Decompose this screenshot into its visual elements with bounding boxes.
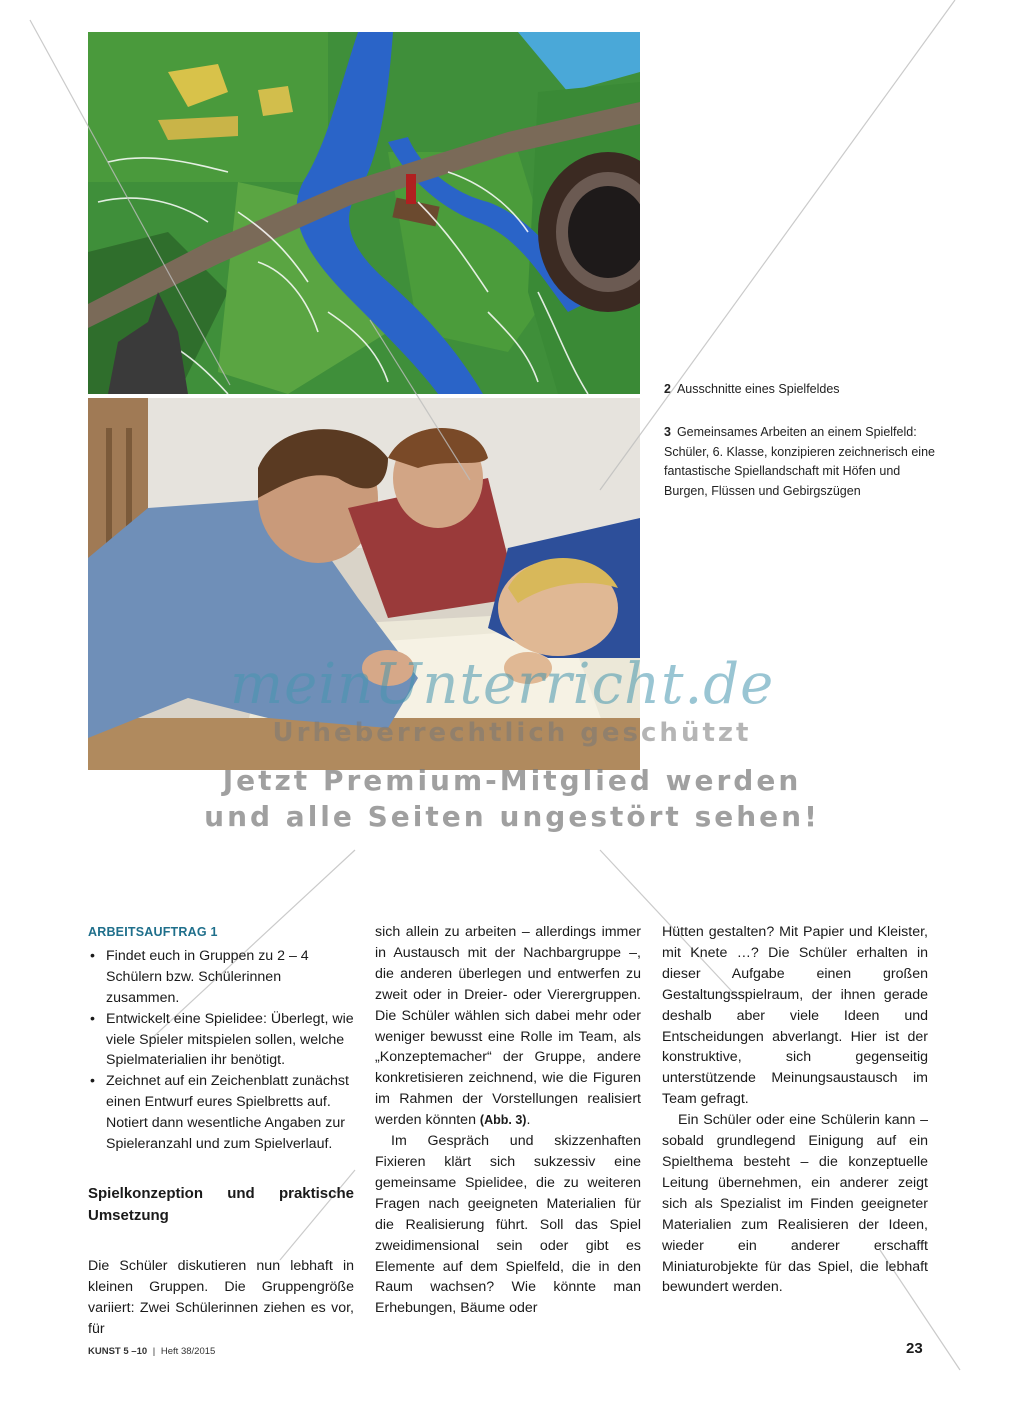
- figure-2-caption-text: Ausschnitte eines Spielfeldes: [676, 382, 840, 396]
- assignment-item: • Findet euch in Gruppen zu 2 – 4 Schülern bzw. Schülerinnen zusammen.: [88, 946, 354, 1009]
- figure-3-caption-text: Gemeinsames Arbeiten an einem Spielfeld: Schüler, 6. Klasse, konzipieren zeichnerisch eine fantastische Spiellandschaft mit Höfen und Burgen, Flüssen und Gebirgszügen: [664, 425, 935, 498]
- watermark-premium-line-1: Jetzt Premium-Mitglied werden: [222, 764, 802, 797]
- section-heading: Spielkonzeption und praktische Umsetzung: [88, 1184, 354, 1224]
- journal-issue: Heft 38/2015: [160, 1346, 216, 1357]
- watermark-premium-line-2: und alle Seiten ungestört sehen!: [204, 800, 820, 833]
- text-column-2: [375, 922, 641, 1319]
- paragraph-text: sich allein zu arbeiten – allerdings immer in Austausch mit der Nachbargruppe –, die anderen überlegen und entwerfen zu zweit oder in Dreier- oder Vierergruppen. Die Schüler wählen sich dabei mehr oder weniger bewusst eine Rolle im Team, als „Konzeptemacher“ der Gruppe, andere konkretisieren zeichnend, wie die Figuren im Rahmen der Vorstellungen realisiert werden könnten: [375, 924, 641, 1129]
- paragraph: Ein Schüler oder eine Schülerin kann – sobald grundlegend Einigung auf ein Spielthema besteht – die konzeptuelle Leitung übernehmen, ein anderer zeigt sich als Spezialist im Finden geeigneter Materialien zum Realisieren der Ideen, wieder ein anderer erschafft Miniaturobjekte für das Spiel, die lebhaft bewundert werden.: [662, 1112, 928, 1296]
- paragraph: Im Gespräch und skizzenhaften Fixieren klärt sich sukzessiv eine gemeinsame Spielidee, die zu weiteren Fragen nach geeigneten Materialien für die Realisierung führt. Soll das Spiel zweidimensional sein oder gibt es Elemente auf dem Spielfeld, die in den Raum wachsen? Wie könnte man Erhebungen, Bäume oder: [375, 1133, 641, 1317]
- assignment-list: [88, 946, 354, 1155]
- text-column-1: [88, 922, 354, 1340]
- figure-reference: (Abb. 3): [479, 1113, 527, 1128]
- figure-2-number: 2: [664, 382, 671, 396]
- page-number: 23: [906, 1340, 923, 1357]
- watermark-brand: meinUnterricht.de: [230, 652, 775, 717]
- assignment-item: • Zeichnet auf ein Zeichenblatt zunächst einen Entwurf eures Spielbretts auf. Notiert dann wesentliche Angaben zur Spieleranzahl und zum Spielverlauf.: [88, 1071, 354, 1155]
- figure-3-number: 3: [664, 425, 671, 439]
- assignment-item: • Entwickelt eine Spielidee: Überlegt, wie viele Spieler mitspielen sollen, welche Spielmaterialien ihr benötigt.: [88, 1009, 354, 1072]
- footer-separator: |: [152, 1346, 156, 1357]
- assignment-title: ARBEITSAUFTRAG 1: [88, 925, 218, 939]
- paragraph: [375, 922, 641, 1131]
- journal-title: KUNST 5 –10: [88, 1346, 148, 1357]
- paragraph-end: .: [526, 1112, 531, 1129]
- text-column-3: [662, 922, 928, 1298]
- paragraph: Die Schüler diskutieren nun lebhaft in kleinen Gruppen. Die Gruppengröße variiert: Zwei Schülerinnen ziehen es vor, für: [88, 1257, 354, 1337]
- footer-journal: [88, 1346, 215, 1357]
- paragraph: Hütten gestalten? Mit Papier und Kleister, mit Knete …? Die Schüler erhalten in dieser Aufgabe einen großen Gestaltungsspielraum, der ihnen gerade deshalb aber viele Ideen und Entscheidungen abverlangt. Hier ist der konstruktive, sich gegenseitig unterstützende Meinungsaustausch im Team gefragt.: [662, 924, 928, 1108]
- watermark-copyright-line: Urheberrechtlich geschützt: [272, 718, 752, 748]
